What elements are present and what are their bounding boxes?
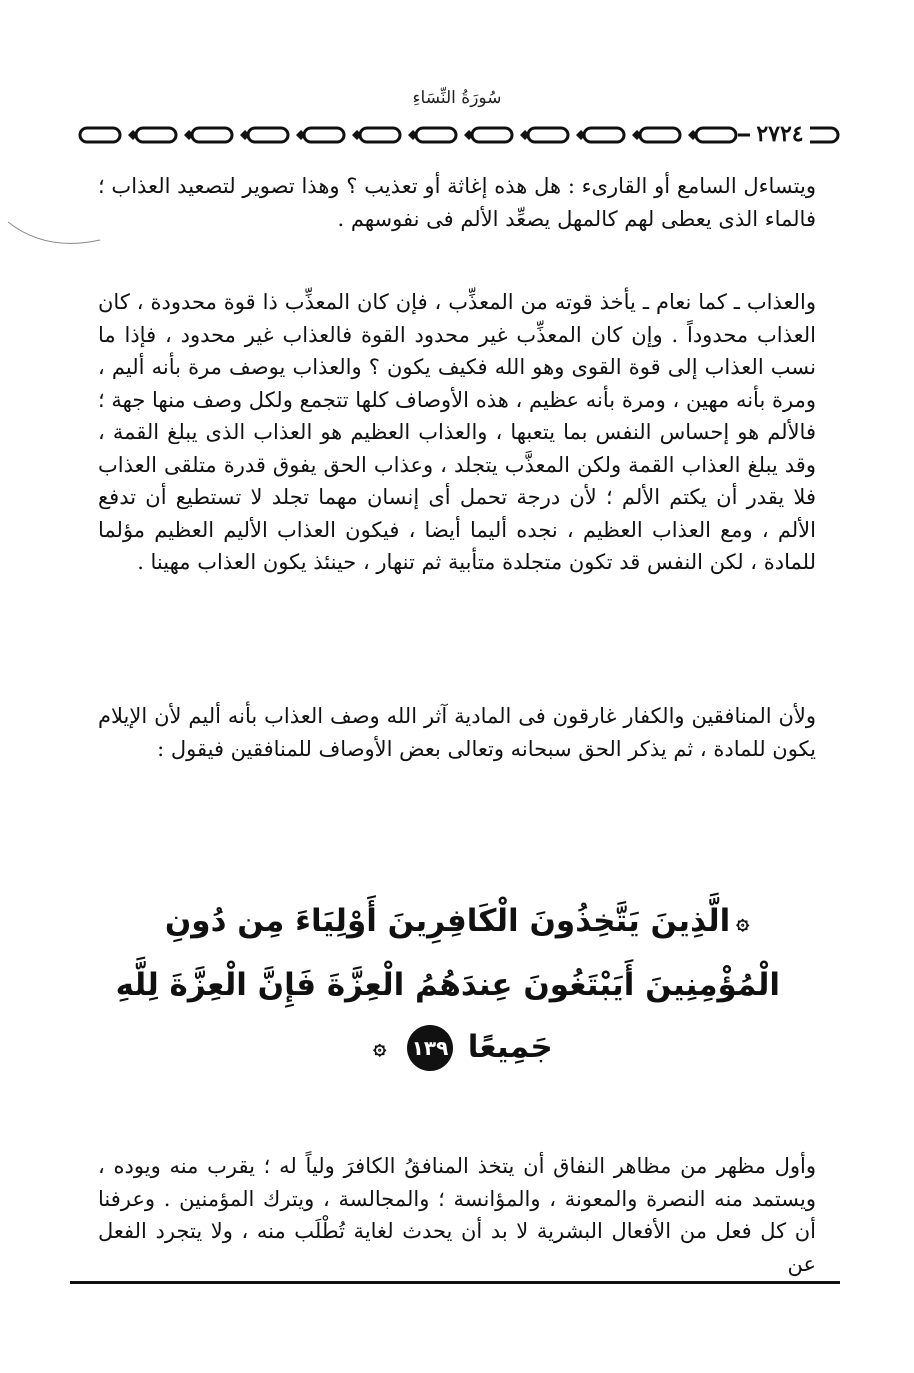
paragraph-1: ويتساءل السامع أو القارىء : هل هذه إغاثة أو تعذيب ؟ وهذا تصوير لتصعيد العذاب ؛ فالماء الذى يعطى لهم كالمهل يصعِّد الألم فى نفوسهم . <box>98 174 816 231</box>
footer-rule <box>70 1281 840 1284</box>
verse-close-ornament-icon: ۞ <box>373 1035 387 1060</box>
header-ornamental-rule <box>78 122 840 148</box>
page-number: ٢٧٢٤ <box>750 120 810 148</box>
surah-title: سُورَةُ النِّسَاءِ <box>412 88 502 108</box>
verse-line-3 <box>140 1016 780 1080</box>
verse-text-1: الَّذِينَ يَتَّخِذُونَ الْكَافِرِينَ أَوْلِيَاءَ مِن دُونِ <box>164 903 731 939</box>
verse-line-2: الْمُؤْمِنِينَ أَيَبْتَغُونَ عِندَهُمُ الْعِزَّةَ فَإِنَّ الْعِزَّةَ لِلَّهِ <box>115 966 780 1003</box>
ayah-number-marker: ١٣٩ <box>407 1025 453 1071</box>
paragraph-2: والعذاب ـ كما نعام ـ يأخذ قوته من المعذِّب ، فإن كان المعذِّب ذا قوة محدودة ، كان العذاب محدوداً . وإن كان المعذِّب غير محدود القوة فالعذاب غير محدود ، فإذا ما نسب العذاب إلى قوة القوى وهو الله فكيف يكون ؟ والعذاب يوصف مرة بأنه أليم ، ومرة بأنه مهين ، ومرة بأنه عظيم ، هذه الأوصاف كلها تتجمع ولكل وصف منها جهة ؛ فالألم هو إحساس النفس بما يتعبها ، والعذاب العظيم هو العذاب الذى يبلغ القمة ، وقد يبلغ العذاب القمة ولكن المعذَّب يتجلد ، وعذاب الحق يفوق قدرة متلقى العذاب فلا يقدر أن يكتم الألم ؛ لأن درجة تحمل أى إنسان مهما تجلد لا تستطيع أن تدفع الألم ، ومع العذاب العظيم ، نجده أليما أيضا ، فيكون العذاب الأليم العظيم مؤلما للمادة ، لكن النفس قد تكون متجلدة متأبية ثم تنهار ، حينئذ يكون العذاب مهينا . <box>98 290 817 574</box>
paragraph-4: وأول مظهر من مظاهر النفاق أن يتخذ المنافقُ الكافرَ ولياً له ؛ يقرب منه ويوده ، ويستمد منه النصرة والمعونة ، والمؤانسة ؛ والمجالسة ، ويترك المؤمنين . وعرفنا أن كل فعل من الأفعال البشرية لا بد أن يحدث لغاية تُطْلَب منه ، ولا يتجرد الفعل عن <box>98 1154 816 1276</box>
verse-open-ornament-icon: ۞ <box>736 909 750 935</box>
verse-line-1 <box>140 890 780 954</box>
verse-text-3: جَمِيعًا <box>467 1028 553 1065</box>
quran-verse <box>115 890 780 1079</box>
paragraph-3: ولأن المنافقين والكفار غارقون فى المادية آثر الله وصف العذاب بأنه أليم لأن الإيلام يكون للمادة ، ثم يذكر الحق سبحانه وتعالى بعض الأوصاف للمنافقين فيقول : <box>98 704 816 761</box>
scan-margin-mark <box>6 212 101 252</box>
